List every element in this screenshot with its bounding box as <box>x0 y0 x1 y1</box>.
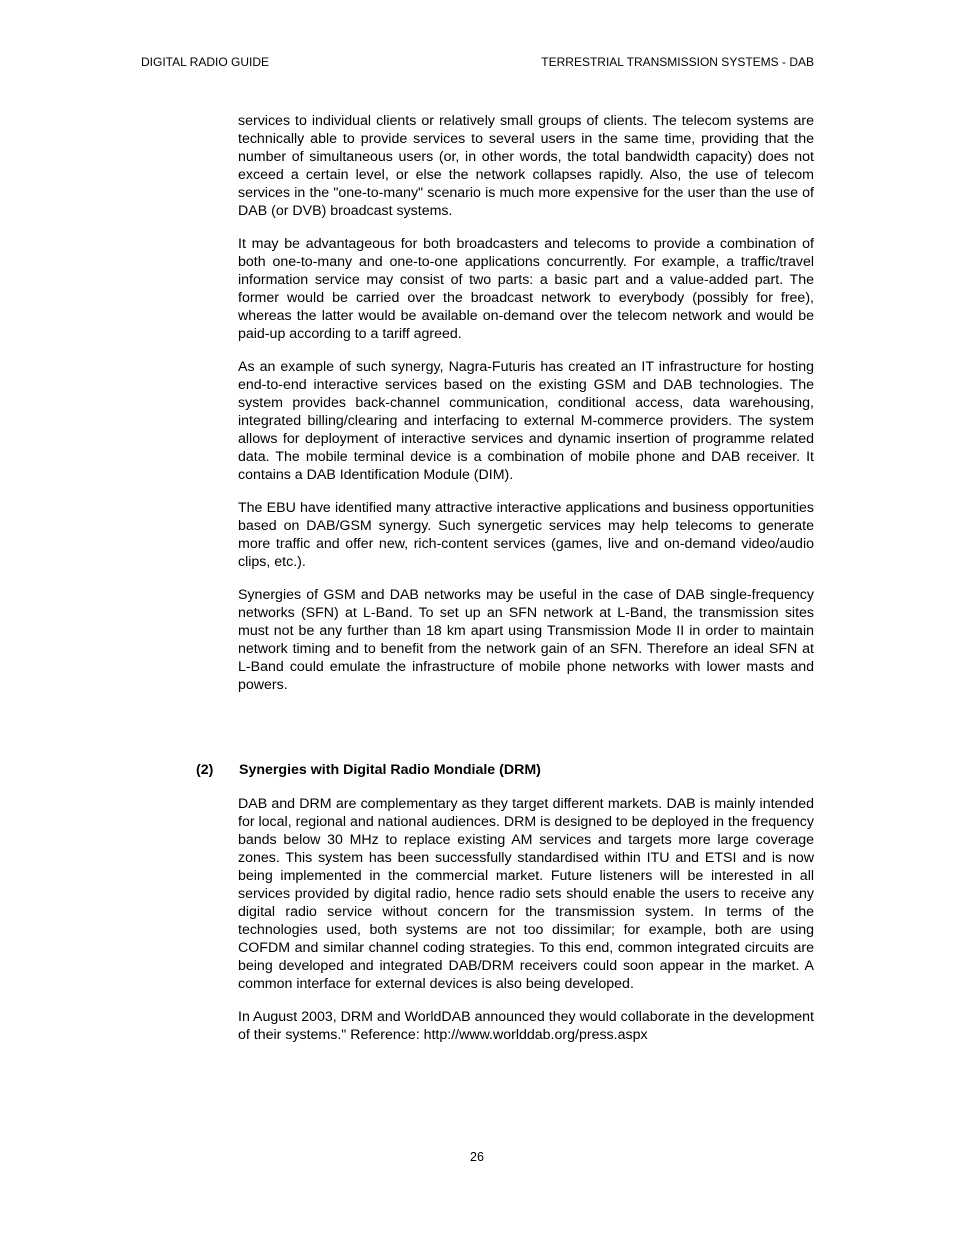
body-text-lower <box>238 795 814 1059</box>
paragraph-combined-applications: It may be advantageous for both broadcasters and telecoms to provide a combination of both one-to-many and one-to-one applications concurrently. For example, a traffic/travel information service may consist of two parts: a basic part and a value-added part. The former would be carried over the broadcast network to everybody (possibly for free), whereas the latter would be available on-demand over the telecom network and would be paid-up according to a tariff agreed. <box>238 236 814 342</box>
running-header <box>141 55 814 69</box>
body-text-upper <box>238 112 814 709</box>
section-title: Synergies with Digital Radio Mondiale (DRM) <box>239 762 541 778</box>
paragraph-dab-drm-complementary: DAB and DRM are complementary as they target different markets. DAB is mainly intended for local, regional and national audiences. DRM is designed to be deployed in the frequency bands below 30 MHz to replace existing AM services and targets more large coverage zones. This system has been successfully standardised within ITU and ETSI and is now being implemented in the commercial market. Future listeners will be interested in all services provided by digital radio, hence radio sets should enable the users to receive any digital radio service without concern for the transmission system. In terms of the technologies used, both systems are not too dissimilar; for example, both are using COFDM and similar channel coding strategies. To this end, common integrated circuits are being developed and integrated DAB/DRM receivers could soon appear in the market. A common interface for external devices is also being developed. <box>238 796 814 992</box>
header-chapter-title: TERRESTRIAL TRANSMISSION SYSTEMS - DAB <box>541 55 814 69</box>
section-number: (2) <box>196 762 214 778</box>
header-document-title: DIGITAL RADIO GUIDE <box>141 55 270 69</box>
paragraph-nagra-futuris: As an example of such synergy, Nagra-Futuris has created an IT infrastructure for hosting end-to-end interactive services based on the existing GSM and DAB technologies. The system provides back-channel communication, conditional access, data warehousing, integrated billing/clearing and interfacing to external M-commerce providers. The system allows for deployment of interactive services and dynamic insertion of programme related data. The mobile terminal device is a combination of mobile phone and DAB receiver. It contains a DAB Identification Module (DIM). <box>238 359 814 483</box>
paragraph-drm-worlddab-collaboration: In August 2003, DRM and WorldDAB announced they would collaborate in the development of their systems." Reference: http://www.worlddab.org/press.aspx <box>238 1009 814 1043</box>
paragraph-sfn-l-band: Synergies of GSM and DAB networks may be useful in the case of DAB single-frequency networks (SFN) at L-Band. To set up an SFN network at L-Band, the transmission sites must not be any further than 18 km apart using Transmission Mode II in order to maintain network timing and to benefit from the network gain of an SFN. Therefore an ideal SFN at L-Band could emulate the infrastructure of mobile phone networks with lower masts and powers. <box>238 587 814 693</box>
page-number: 26 <box>470 1150 484 1164</box>
paragraph-ebu-opportunities: The EBU have identified many attractive interactive applications and business opportunities based on DAB/GSM synergy. Such synergetic services may help telecoms to generate more traffic and offer new, rich-content services (games, live and on-demand video/audio clips, etc.). <box>238 500 814 570</box>
section-heading <box>196 761 816 779</box>
paragraph-telecom-services: services to individual clients or relatively small groups of clients. The telecom systems are technically able to provide services to several users in the same time, providing that the number of simultaneous users (or, in other words, the total bandwidth capacity) does not exceed a certain level, or else the network collapses rapidly. Also, the use of telecom services in the "one-to-many" scenario is much more expensive for the user than the use of DAB (or DVB) broadcast systems. <box>238 113 814 219</box>
